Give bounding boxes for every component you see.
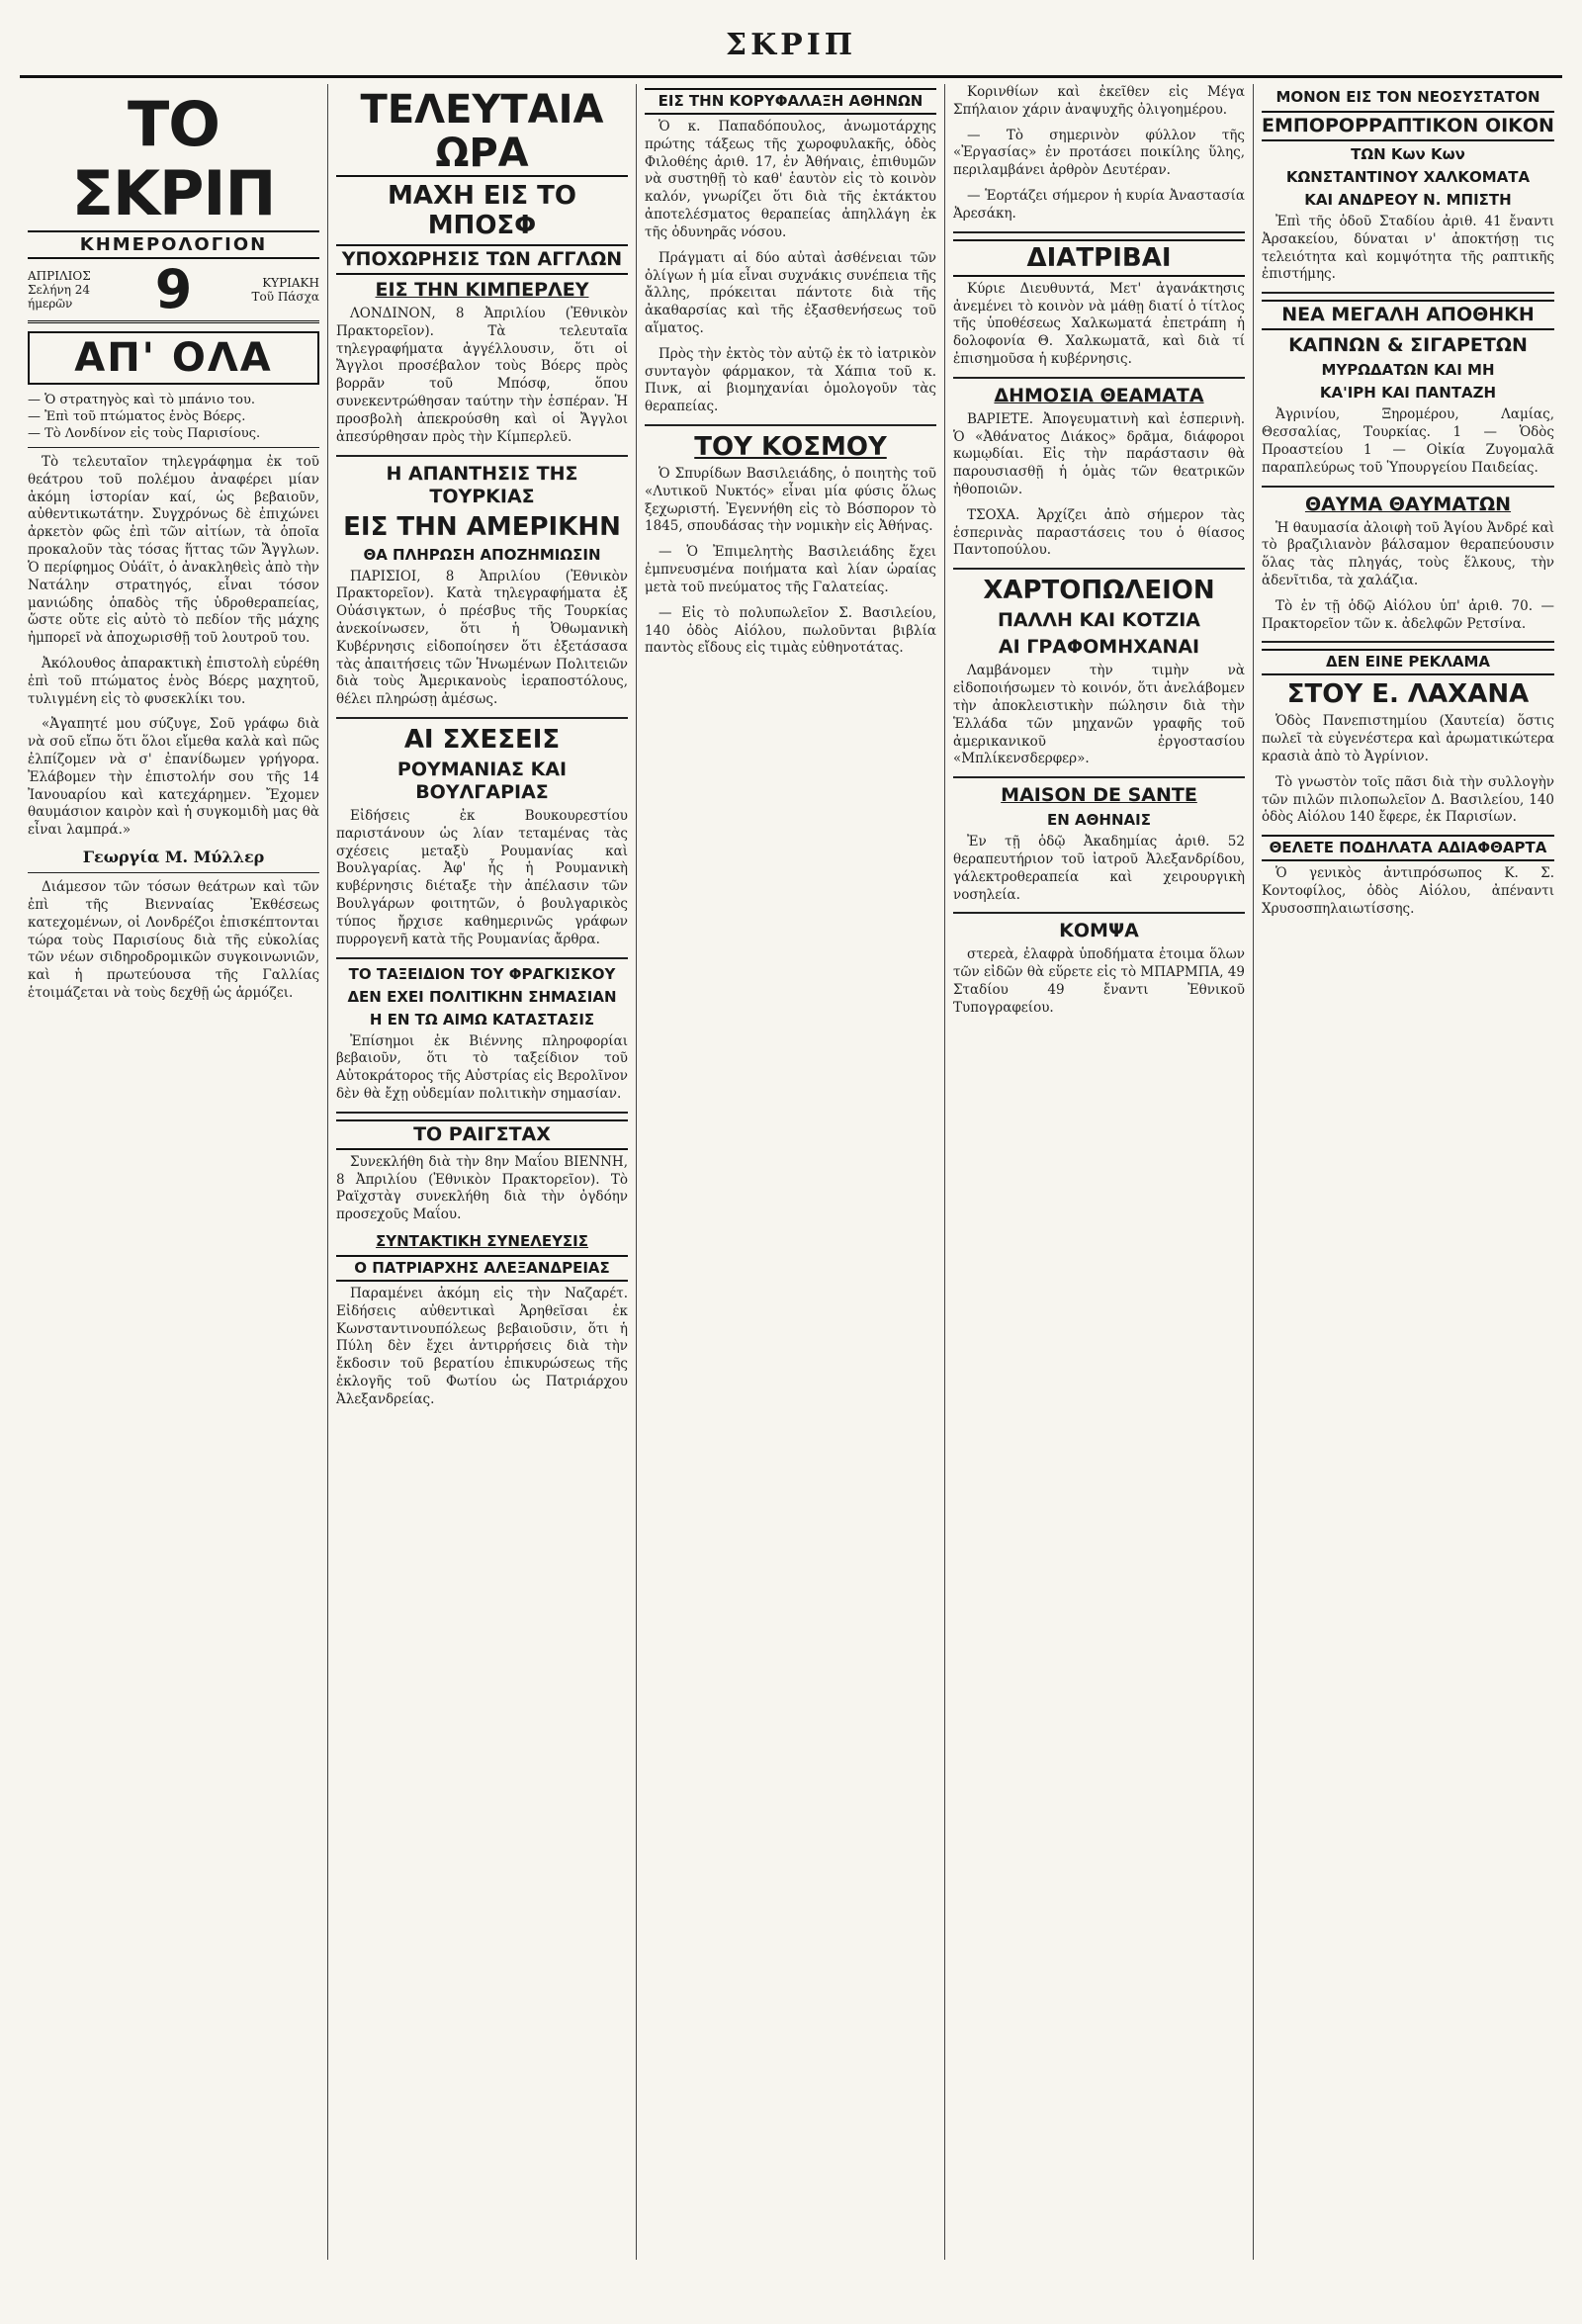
article-paragraph: Πρὸς τὴν ἐκτὸς τὸν αὐτῷ ἐκ τὸ ἰατρικὸν συνταγὸν φάρμακον, τὰ Χάπια τοῦ κ. Πινκ, αἱ βιομηχανίαι ὁμολογοῦν τὰς θεραπείας.	[645, 345, 936, 415]
month: ΑΠΡΙΛΙΟΣ	[28, 269, 91, 283]
sun-line: Σελήνη 24 ήμερῶν	[28, 283, 91, 311]
headline: Ο ΠΑΤΡΙΑΡΧΗΣ ΑΛΕΞΑΝΔΡΕΙΑΣ	[336, 1255, 628, 1282]
article-paragraph: ΒΑΡΙΕΤΕ. Ἀπογευματινὴ καὶ ἑσπερινὴ. Ὁ «Ἀθάνατος Διάκος» δρᾶμα, διάφοροι κωμῳδίαι. Εἰς τὴν παράστασιν θὰ παρουσιασθῇ ἡ ὁμὰς τῶν θεατρικῶν ἠθοποιῶν.	[953, 410, 1245, 497]
article-paragraph: Λαμβάνομεν τὴν τιμὴν νὰ εἰδοποιήσωμεν τὸ κοινόν, ὅτι ἀνελάβομεν τὴν ἀποκλειστικὴν πώλησιν διὰ τὴν Ἑλλάδα τῶν μηχανῶν γραφῆς τοῦ ἀμερικανικοῦ ἐργοστασίου «Μπλίκενσδερφερ».	[953, 663, 1245, 767]
article-paragraph: Ἡ θαυμασία ἀλοιφὴ τοῦ Ἁγίου Ἀνδρέ καὶ τὸ βραζιλιανὸν βάλσαμον θεραπεύουσιν ὅλας τὰς πληγάς, τοὺς ἕλκους, τὴν ἀδενῖτιδα, τὰ χαλάζια.	[1262, 519, 1554, 588]
headline: ΤΟ ΡΑΙΓΣΤΑΧ	[336, 1119, 628, 1150]
running-head: ΣΚΡΙΠ	[20, 24, 1562, 78]
column-2	[328, 84, 637, 2260]
article-paragraph: Ὁ κ. Παπαδόπουλος, ἀνωμοτάρχης πρώτης τάξεως τῆς χωροφυλακῆς, ὁδὸς Φιλοθέης ἀριθ. 17, ἐν Ἀθήναις, ἐπιθυμῶν νὰ συστηθῇ τὸ καθ' ἑαυτὸν εἰς τὸ κοινὸν καλόν, γνωρίζει ὅτι διὰ τῆς ἐκτάκτου ἀποτελέσματος θεραπείας ἀπηλλάγη ἐκ τῆς ὀδυνηρᾶς νόσου.	[645, 119, 936, 240]
headline: ΕΝ ΑΘΗΝΑΙΣ	[1047, 811, 1151, 830]
column-1	[20, 84, 328, 2260]
article-paragraph: Συνεκλήθη διὰ τὴν 8ην Μαΐου ΒΙΕΝΝΗ, 8 Ἀπριλίου (Ἐθνικὸν Πρακτορεῖον). Τὸ Ραϊχστὰγ συνεκλήθη διὰ τὴν ὀγδόην προσεχοῦς Μαΐου.	[336, 1153, 628, 1223]
headline: ΕΙΣ ΤΗΝ ΑΜΕΡΙΚΗΝ	[343, 511, 621, 542]
article-paragraph: Κορινθίων καὶ ἐκεῖθεν εἰς Μέγα Σπήλαιον χάριν ἀναψυχῆς ὀλιγοημέρου.	[953, 84, 1245, 118]
article-paragraph: Πράγματι αἱ δύο αὐταὶ ἀσθένειαι τῶν ὀλίγων ἡ μία εἶναι συχνάκις συνέπεια τῆς ἄλλης, πρόκειται πάντοτε διὰ τῆς ἀκαθαρσίας καὶ τῆς ἐξασθενήσεως τοῦ αἵματος.	[645, 249, 936, 336]
headline: ΚΟΜΨΑ	[1059, 920, 1139, 942]
headline: ΕΙΣ ΤΗΝ ΚΙΜΠΕΡΛΕΥ	[375, 279, 589, 301]
article-paragraph: Ὁ Σπυρίδων Βασιλειάδης, ὁ ποιητὴς τοῦ «Λυτικοῦ Νυκτός» εἶναι μία φύσις ὅλως ξεχωριστή. Ἐγεννήθη εἰς τὸ Βόσπορον τὸ 1845, σπουδάσας τὴν νομικὴν εἰς Ἀθήνας.	[645, 466, 936, 535]
dateline-left	[28, 269, 136, 311]
headline: ΜΥΡΩΔΑΤΩΝ ΚΑΙ ΜΗ	[1321, 361, 1495, 380]
masthead-subtitle: ΚΗΜΕΡΟΛΟΓΙΟΝ	[28, 230, 319, 259]
headline: ΜΟΝΟΝ ΕΙΣ ΤΟΝ ΝΕΟΣΥΣΤΑΤΟΝ	[1275, 88, 1540, 106]
headline: Η ΑΠΑΝΤΗΣΙΣ ΤΗΣ ΤΟΥΡΚΙΑΣ	[386, 462, 578, 507]
article-paragraph: στερεὰ, ἐλαφρὰ ὑποδήματα ἐτοιμα ὅλων τῶν εἰδῶν θὰ εὕρετε εἰς τὸ ΜΠΑΡΜΠΑ, 49 Σταδίου 49 ἔναντι Ἐθνικοῦ Τυπογραφείου.	[953, 946, 1245, 1016]
divider	[953, 776, 1245, 778]
columns	[20, 84, 1562, 2260]
divider	[953, 912, 1245, 914]
article-paragraph: ΠΑΡΙΣΙΟΙ, 8 Ἀπριλίου (Ἐθνικὸν Πρακτορεῖον). Κατὰ τηλεγραφήματα ἐξ Οὐάσιγκτων, ὁ πρέσβυς τῆς Τουρκίας ἀνεκοίνωσεν, ὅτι ἡ Ὀθωμανικὴ Κυβέρνησις εἰδοποίησεν ὅτι ἐξετάσασα τὰς ἀπαιτήσεις τῶν Ἡνωμένων Πολιτειῶν διὰ τοὺς Ἀμερικανοὺς ἱεραποστόλους, θέλει πληρώσῃ ἀμέσως.	[336, 568, 628, 708]
dateline	[28, 258, 319, 323]
article-paragraph: Ἀγρινίου, Ξηρομέρου, Λαμίας, Θεσσαλίας, Τουρκίας. 1 — Ὁδὸς Προαστείου 1 — Οἰκία Ζυγομαλᾶ παραπλεύρως τοῦ Ὑπουργείου Παιδείας.	[1262, 406, 1554, 476]
headline: ΔΙΑΤΡΙΒΑΙ	[953, 239, 1245, 277]
article-paragraph: — Ὁ Ἐπιμελητὴς Βασιλειάδης ἔχει ἐμπνευσμένα ποιήματα καὶ λίαν ὡραίας μετὰ τοῦ πνεύματος τῆς Γαλατείας.	[645, 544, 936, 595]
article-paragraph: Ἀκόλουθος ἀπαρακτικὴ ἐπιστολὴ εὑρέθη ἐπὶ τοῦ πτώματος ἑνὸς Βόερς μαχητοῦ, τυλιγμένη εἰς τὸ φυσεκλίκι του.	[28, 655, 319, 707]
headline: ΘΑΥΜΑ ΘΑΥΜΑΤΩΝ	[1304, 492, 1512, 515]
headline: ΣΤΟΥ Ε. ΛΑΧΑΝΑ	[1286, 679, 1530, 710]
article-paragraph: Εἰδήσεις ἐκ Βουκουρεστίου παριστάνουν ὡς λίαν τεταμένας τὰς σχέσεις μεταξὺ Ρουμανίας καὶ Βουλγαρίας. Ἀφ' ἧς ἡ Ρουμανικὴ κυβέρνησις διέταξε τὴν ἀπέλασιν τῶν Βουλγάρων φοιτητῶν, ὁ βουλγαρικὸς τύπος ἤρχισε καθημερινῶς γράφων πυρρογενῆ κατὰ τῆς Ρουμανίας ἄρθρα.	[336, 808, 628, 947]
divider	[1262, 292, 1554, 294]
column-4	[945, 84, 1254, 2260]
headline: ΔΕΝ ΕΙΝΕ ΡΕΚΛΑΜΑ	[1262, 649, 1554, 675]
article-paragraph: Ὁ γενικὸς ἀντιπρόσωπος Κ. Σ. Κοντοφίλος, ὁδὸς Αἰόλου, ἀπέναντι Χρυσοσπηλαιωτίσσης.	[1262, 865, 1554, 917]
headline: ΚΩΝΣΤΑΝΤΙΝΟΥ ΧΑΛΚΟΜΑΤΑ	[1285, 168, 1531, 186]
article-paragraph: — Τὸ σημερινὸν φύλλον τῆς «Ἐργασίας» ἐν προτάσει ποικίλης ὕλης, περιλαμβάνει ἀρθρὸν Δευτέραν.	[953, 127, 1245, 179]
headline: ΜΑΧΗ ΕΙΣ ΤΟ ΜΠΟΣΦ	[388, 181, 576, 240]
headline: ΕΜΠΟΡΟΡΡΑΠΤΙΚΟΝ ΟΙΚΟΝ	[1262, 111, 1554, 141]
article-paragraph: ΛΟΝΔΙΝΟΝ, 8 Ἀπριλίου (Ἐθνικὸν Πρακτορεῖον). Τὰ τελευταῖα τηλεγραφήματα ἀγγέλλουσιν, ὅτι οἱ Ἄγγλοι προσέβαλον τοὺς Βόερς πρὸς βορρᾶν τοῦ Μπόσφ, ὅπου συνεκεντρώθησαν ταύτην τὴν ἑσπέραν. Ἡ προσβολὴ ἀπεκρούσθη καὶ οἱ Ἄγγλοι ἀπεσύρθησαν πρὸς τὴν Κίμπερλεϋ.	[336, 306, 628, 445]
headline: ΧΑΡΤΟΠΩΛΕΙΟΝ	[983, 576, 1215, 606]
headline: ΣΥΝΤΑΚΤΙΚΗ ΣΥΝΕΛΕΥΣΙΣ	[375, 1232, 589, 1250]
article-paragraph: Κύριε Διευθυντά, Μετ' ἀγανάκτησις ἀνεμένει τὸ κοινὸν νὰ μάθῃ διατί ὁ τίτλος τῆς ὑποθέσεως Χαλκωματά ἐπετράπη ἡ δολοφονία Θ. Χαλκωματᾶ, καὶ διὰ τί ἐπισημοῦσα ἡ κυβέρνησις.	[953, 280, 1245, 367]
headline: ΚΑ'ΙΡΗ ΚΑΙ ΠΑΝΤΑΖΗ	[1319, 384, 1497, 402]
headline: ΡΟΥΜΑΝΙΑΣ ΚΑΙ ΒΟΥΛΓΑΡΙΑΣ	[396, 759, 568, 803]
headline: ΘΕΛΕΤΕ ΠΟΔΗΛΑΤΑ ΑΔΙΑΦΘΑΡΤΑ	[1262, 835, 1554, 861]
divider	[336, 455, 628, 457]
headline: ΤΩΝ Κων Κων	[1351, 145, 1465, 163]
day-number: 9	[154, 258, 193, 320]
news-item: — Ἐπὶ τοῦ πτώματος ἑνὸς Βόερς.	[28, 409, 246, 424]
headline: MAISON DE SANTE	[1001, 784, 1197, 807]
divider	[645, 424, 936, 426]
article-paragraph: Ὁδὸς Πανεπιστημίου (Χαυτεία) ὅστις πωλεῖ τὰ εὐγενέστερα καὶ ἀρωματικώτερα κρασιὰ ἀπὸ τὸ Ἀγρίνιον.	[1262, 713, 1554, 764]
article-paragraph: «Ἀγαπητέ μου σύζυγε, Σοῦ γράφω διὰ νὰ σοῦ εἴπω ὅτι ὅλοι εἴμεθα καλὰ καὶ πῶς ἐλπίζομεν νὰ σ' ἐπανίδωμεν γρήγορα. Ἐλάβομεν τὴν ἐπιστολήν σου τῆς 14 Ἰανουαρίου καὶ κατεχάρημεν. Ἔχομεν θαυμάσιον καιρὸν καὶ ἡ συγκομιδὴ μας θὰ εἶναι λαμπρά.»	[28, 716, 319, 839]
headline: ΘΑ ΠΛΗΡΩΣΗ ΑΠΟΖΗΜΙΩΣΙΝ	[363, 545, 601, 564]
headline: ΝΕΑ ΜΕΓΑΛΗ ΑΠΟΘΗΚΗ	[1262, 300, 1554, 330]
headline: ΤΟΥ ΚΟΣΜΟΥ	[694, 432, 887, 462]
newspaper-page	[20, 24, 1562, 2269]
article-paragraph: Ἐπὶ τῆς ὁδοῦ Σταδίου ἀριθ. 41 ἔναντι Ἀρσακείου, δύναται ν' ἀποκτήσῃ τις τελειότητα καὶ κομψότητα τῆς ραπτικῆς ἐπιστήμης.	[1262, 214, 1554, 283]
article-paragraph: — Εἰς τὸ πολυπωλεῖον Σ. Βασιλείου, 140 ὁδὸς Αἰόλου, πωλοῦνται βιβλία παντὸς εἴδους εἰς τιμὰς εὐθηνοτάτας.	[645, 604, 936, 657]
headline: ΔΕΝ ΕΧΕΙ ΠΟΛΙΤΙΚΗΝ ΣΗΜΑΣΙΑΝ	[347, 987, 617, 1006]
divider	[28, 872, 319, 873]
masthead-title: ΤΟ ΣΚΡΙΠ	[71, 88, 276, 229]
column-5	[1254, 84, 1562, 2260]
headline: ΤΕΛΕΥΤΑΙΑ ΩΡΑ	[336, 88, 628, 177]
divider	[953, 568, 1245, 570]
feast-line: Τοῦ Πάσχα	[251, 290, 319, 304]
headline: Η ΕΝ ΤΩ ΑΙΜΩ ΚΑΤΑΣΤΑΣΙΣ	[369, 1010, 595, 1028]
article-paragraph: Τὸ ἐν τῇ ὁδῷ Αἰόλου ὑπ' ἀριθ. 70. — Πρακτορεῖον τῶν κ. ἀδελφῶν Ρετσίνα.	[1262, 597, 1554, 632]
article-paragraph: Ἐπίσημοι ἐκ Βιέννης πληροφορίαι βεβαιοῦν, ὅτι τὸ ταξείδιον τοῦ Αὐτοκράτορος τῆς Αὐστρίας εἰς Βερολῖνον δὲν θὰ ἔχῃ οὐδεμίαν πολιτικὴν σημασίαν.	[336, 1032, 628, 1102]
headline: ΚΑΙ ΑΝΔΡΕΟΥ Ν. ΜΠΙΣΤΗ	[1304, 191, 1512, 209]
article-paragraph: Παραμένει ἀκόμη εἰς τὴν Ναζαρέτ. Εἰδήσεις αὐθεντικαὶ Ἀρηθεῖσαι ἐκ Κωνσταντινουπόλεως βεβαιοῦσιν, ὅτι ἡ Πύλη δὲν ἔχει ἀντιρρήσεις διὰ τὴν ἔκδοσιν τοῦ βερατίου ἐπικυρώσεως τῆς ἐκλογῆς τοῦ Φωτίου ὡς Πατριάρχου Ἀλεξανδρείας.	[336, 1286, 628, 1407]
headline: ΚΑΠΝΩΝ & ΣΙΓΑΡΕΤΩΝ	[1288, 334, 1528, 357]
divider	[953, 377, 1245, 379]
headline: ΔΗΜΟΣΙΑ ΘΕΑΜΑΤΑ	[994, 384, 1204, 406]
signature: Γεωργία Μ. Μύλλερ	[82, 848, 265, 867]
column-3	[637, 84, 945, 2260]
article-paragraph: — Ἑορτάζει σήμερον ἡ κυρία Ἀναστασία Ἀρεσάκη.	[953, 188, 1245, 222]
headline: ΠΑΛΛΗ ΚΑΙ ΚΟΤΖΙΑ	[997, 609, 1201, 632]
headline: ΑΙ ΓΡΑΦΟΜΗΧΑΝΑΙ	[998, 636, 1200, 659]
divider	[28, 447, 319, 448]
headline: ΑΙ ΣΧΕΣΕΙΣ	[403, 725, 561, 755]
divider	[1262, 641, 1554, 643]
dateline-right	[211, 276, 319, 304]
headline: ΕΙΣ ΤΗΝ ΚΟΡΥΦΑΛΑΞΗ ΑΘΗΝΩΝ	[645, 88, 936, 115]
headline: ΤΟ ΤΑΞΕΙΔΙΟΝ ΤΟΥ ΦΡΑΓΚΙΣΚΟΥ	[348, 964, 616, 983]
headline: ΥΠΟΧΩΡΗΣΙΣ ΤΩΝ ΑΓΓΛΩΝ	[336, 244, 628, 275]
article-paragraph: Ἐν τῇ ὁδῷ Ἀκαδημίας ἀριθ. 52 θεραπευτήριον τοῦ ἰατροῦ Ἀλεξανδρίδου, γάλεκτροθεραπεία καὶ χειρουργικὴ νοσηλεία.	[953, 834, 1245, 903]
article-paragraph: Τὸ τελευταῖον τηλεγράφημα ἐκ τοῦ θεάτρου τοῦ πολέμου ἀναφέρει μίαν ἀκόμη ἱστορίαν καί, ὡς βεβαιοῦν, αὐθεντικωτάτην. Συγχρόνως δὲ ἐπιχώνει ἀρκετὸν φῶς ἐπὶ τῶν αἰτίων, τὰ ὁποῖα προκαλοῦν τὰς τόσας ἥττας τῶν Ἄγγλων. Ὁ περίφημος Οὐάϊτ, ὁ ἀνακληθεὶς ἀπὸ τὴν Νατάλην στρατηγός, εἶναι τόσον μανιώδης ὁπαδὸς τῆς ὑδροθεραπείας, ὥστε οὔτε εἰς αὐτὸ τὸ πεδίον τῆς μάχης ἠμπορεῖ νὰ ἀποχωρισθῇ τοῦ λουτροῦ του.	[28, 454, 319, 647]
article-paragraph: Τὸ γνωστὸν τοῖς πᾶσι διὰ τὴν συλλογὴν τῶν πιλῶν πιλοπωλεῖον Δ. Βασιλείου, 140 ὁδὸς Αἰόλου 140 ἔφερε, ἐκ Παρισίων.	[1262, 773, 1554, 826]
divider	[1262, 486, 1554, 488]
news-item: — Τὸ Λονδίνον εἰς τοὺς Παρισίους.	[28, 426, 261, 441]
divider	[336, 1112, 628, 1114]
weekday: ΚΥΡΙΑΚΗ	[262, 276, 319, 290]
section-heading: ΑΠ' ΟΛΑ	[28, 331, 319, 385]
news-item: — Ὁ στρατηγὸς καὶ τὸ μπάνιο του.	[28, 393, 255, 407]
divider	[336, 957, 628, 959]
divider	[953, 231, 1245, 233]
article-paragraph: ΤΣΟΧΑ. Ἀρχίζει ἀπὸ σήμερον τὰς ἑσπερινὰς παραστάσεις του ὁ θίασος Παντοπούλου.	[953, 506, 1245, 559]
divider	[336, 717, 628, 719]
article-paragraph: Διάμεσον τῶν τόσων θεάτρων καὶ τῶν ἐπὶ τῆς Βιενναίας Ἐκθέσεως κατεχομένων, οἱ Λονδρέζοι ἐπισκέπτονται τώρα τοὺς Παρισίους διὰ τῆς εὐκολίας τῶν νέων σιδηροδρομικῶν συγκοινωνιῶν, καὶ ἡ πρωτεύουσα τῆς Γαλλίας ἑτοιμάζεται νὰ τοὺς δεχθῇ ὡς ἁρμόζει.	[28, 879, 319, 1001]
